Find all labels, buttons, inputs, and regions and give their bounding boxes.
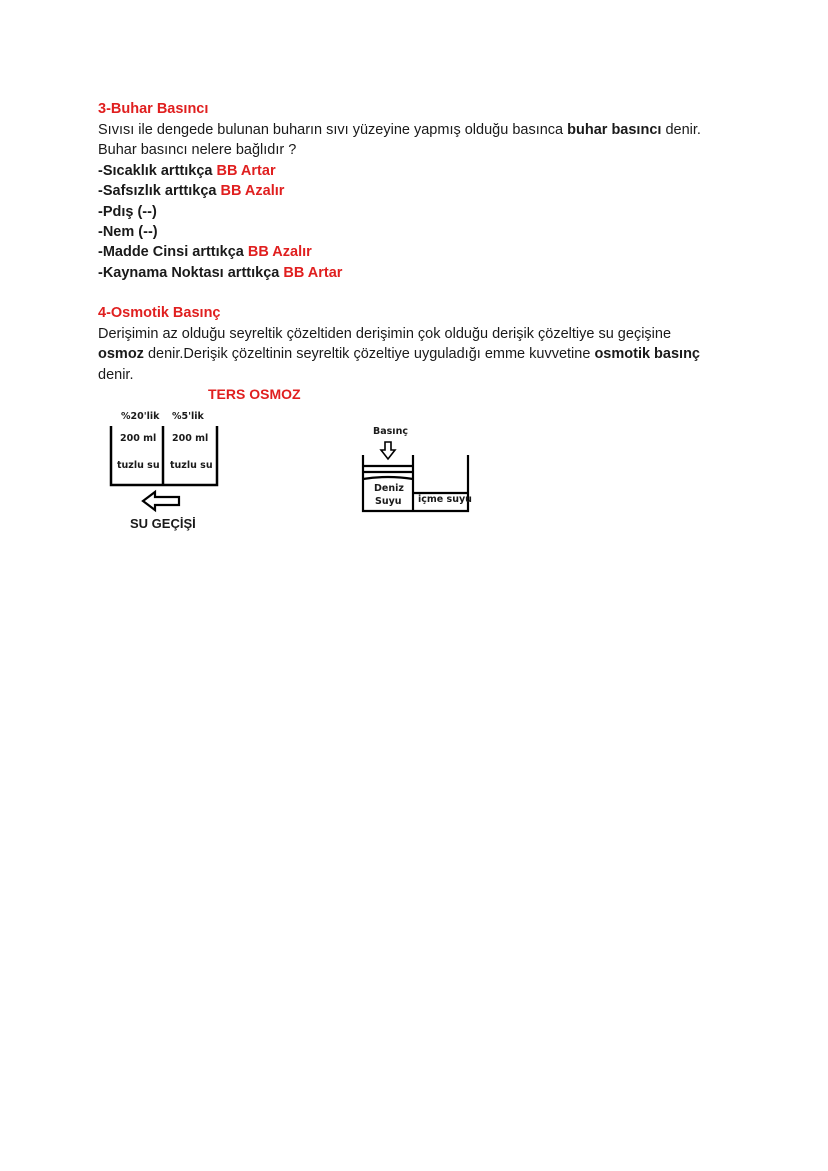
definition-text: Sıvısı ile dengede bulunan buharın sıvı yüzeyine yapmış olduğu basınca (98, 122, 568, 138)
factor-item: -Safsızlık arttıkça BB Azalır (98, 183, 285, 199)
factor-item: -Pdış (--) (98, 204, 157, 220)
section-4-line-2: osmoz denir.Derişik çözeltinin seyreltik çözeltiye uyguladığı emme kuvvetine osmotik basınç (98, 346, 700, 362)
factor-item: -Nem (--) (98, 224, 158, 240)
definition-end: denir. (661, 122, 701, 138)
section-4-title: 4-Osmotik Basınç (98, 305, 221, 321)
left-concentration-label: %20'lik (121, 411, 160, 422)
left-volume: 200 ml (120, 433, 157, 444)
left-content: tuzlu su (117, 460, 160, 471)
section-4-line-3: denir. (98, 367, 134, 383)
factor-item: -Kaynama Noktası arttıkça BB Artar (98, 265, 343, 281)
sea-water-label-2: Suyu (375, 496, 402, 507)
factor-item: -Sıcaklık arttıkça BB Artar (98, 163, 276, 179)
pressure-arrow-icon (381, 442, 395, 459)
factor-item: -Madde Cinsi arttıkça BB Azalır (98, 244, 312, 260)
definition-term: buhar basıncı (567, 122, 662, 138)
right-content: tuzlu su (170, 460, 213, 471)
osmoz-term: osmoz (98, 346, 144, 362)
water-flow-caption: SU GEÇİŞİ (130, 516, 196, 531)
section-3-title: 3-Buhar Basıncı (98, 101, 209, 117)
diagram-title: TERS OSMOZ (208, 386, 301, 402)
right-volume: 200 ml (172, 433, 209, 444)
pressure-label: Basınç (373, 426, 408, 437)
sea-water-label-1: Deniz (374, 483, 404, 494)
right-concentration-label: %5'lik (172, 411, 204, 422)
section-4-line-1: Derişimin az olduğu seyreltik çözeltiden derişimin çok olduğu derişik çözeltiye su geçişine (98, 326, 672, 342)
drinking-water-label: içme suyu (418, 494, 472, 505)
water-flow-arrow-icon (143, 492, 179, 510)
osmotic-pressure-term: osmotik basınç (594, 346, 700, 362)
section-3-question: Buhar basıncı nelere bağlıdır ? (98, 142, 297, 158)
